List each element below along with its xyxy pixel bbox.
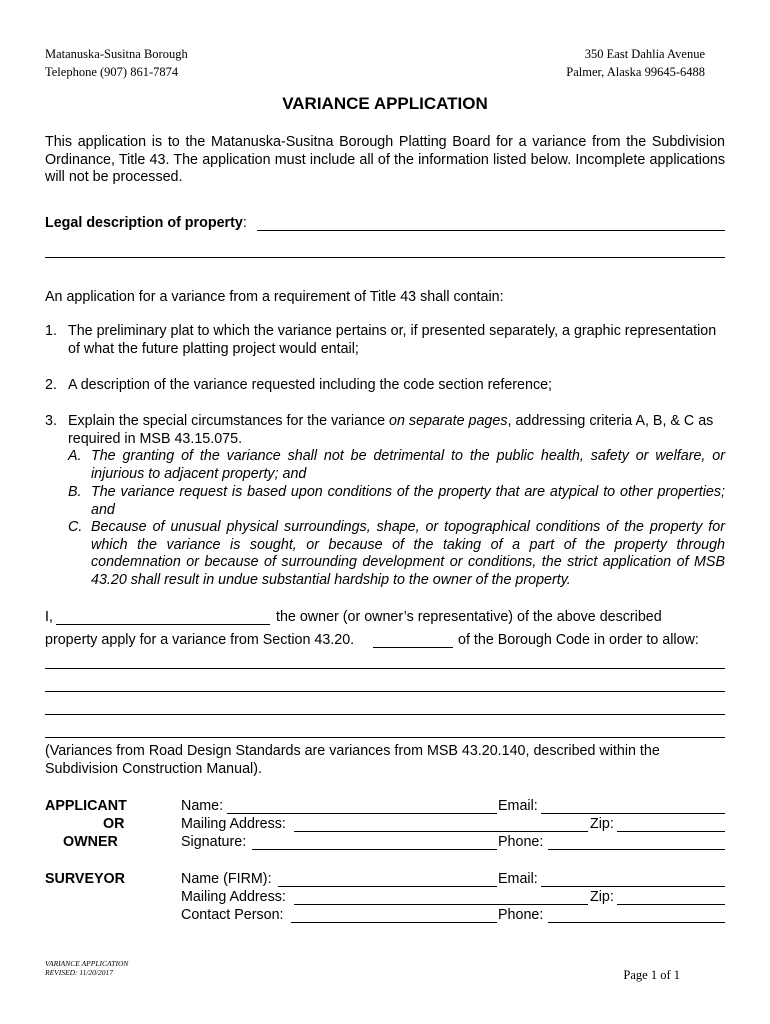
applicant-signature-label: Signature: (181, 834, 247, 850)
applicant-mailing-label: Mailing Address: (181, 816, 286, 832)
surveyor-phone-label: Phone: (498, 907, 544, 923)
contains-text: An application for a variance from a requirement of Title 43 shall contain: (45, 289, 504, 305)
criterion-b-text: The variance request is based upon conditions of the property that are atypical to other properties; and (91, 484, 725, 518)
applicant-phone-label: Phone: (498, 834, 544, 850)
applicant-zip-label: Zip: (590, 816, 614, 832)
item-2-number: 2. (45, 377, 57, 393)
criterion-b (68, 484, 725, 519)
surveyor-contact-field[interactable] (291, 922, 497, 923)
item-3-text: Explain the special circumstances for the variance on separate pages, addressing criteria A, B, & C as required in MSB 43.15.075. (68, 413, 714, 447)
item-1-text: The preliminary plat to which the variance pertains or, if presented separately, a graphic representation of what the future platting project would entail; (68, 323, 717, 357)
applicant-label: APPLICANT (45, 798, 127, 814)
footer-revised: REVISED: 11/20/2017 (45, 968, 113, 977)
page-title: VARIANCE APPLICATION (282, 94, 488, 113)
surveyor-name-label: Name (FIRM): (181, 871, 272, 887)
legal-description-label: Legal description of property: (45, 215, 247, 231)
owner-name-field[interactable] (56, 624, 270, 625)
surveyor-label: SURVEYOR (45, 871, 125, 887)
criterion-a-letter: A. (68, 448, 82, 464)
applicant-email-label: Email: (498, 798, 538, 814)
surveyor-name-field[interactable] (278, 886, 497, 887)
intro-paragraph: This application is to the Matanuska-Susitna Borough Platting Board for a variance from the Subdivision Ordinance, Title 43. The application must include all of the information listed below. Incomplete applications will not be processed. (45, 134, 725, 185)
legal-description-field-line2[interactable] (45, 257, 725, 258)
page-number: Page 1 of 1 (623, 968, 680, 982)
legal-description-field-line1[interactable] (257, 230, 725, 231)
item-3-number: 3. (45, 413, 57, 429)
criterion-c-text: Because of unusual physical surroundings, shape, or topographical conditions of the property for which the variance is sought, or because of the taking of a part of the property through condemnation or because of surrounding development or conditions, the strict application of MSB 43.20 shall result in undue substantial hardship to the owner of the property. (91, 519, 725, 588)
criterion-a (68, 448, 725, 483)
footer-form-info (45, 959, 128, 977)
statement-owner-text: the owner (or owner’s representative) of the above described (276, 609, 662, 625)
surveyor-mailing-label: Mailing Address: (181, 889, 286, 905)
surveyor-contact-label: Contact Person: (181, 907, 284, 923)
statement-line2-suffix: of the Borough Code in order to allow: (458, 632, 699, 648)
surveyor-zip-label: Zip: (590, 889, 614, 905)
item-1-number: 1. (45, 323, 57, 339)
address-line1: 350 East Dahlia Avenue (584, 47, 705, 61)
surveyor-phone-field[interactable] (548, 922, 725, 923)
allow-field-line1[interactable] (45, 668, 725, 669)
applicant-owner-label: OWNER (63, 834, 118, 850)
surveyor-email-field[interactable] (541, 886, 725, 887)
applicant-zip-field[interactable] (617, 831, 725, 832)
org-name: Matanuska-Susitna Borough (45, 47, 188, 61)
address-line2: Palmer, Alaska 99645-6488 (566, 65, 705, 79)
surveyor-mailing-field[interactable] (294, 904, 588, 905)
allow-field-line3[interactable] (45, 714, 725, 715)
applicant-phone-field[interactable] (548, 849, 725, 850)
allow-field-line4[interactable] (45, 737, 725, 738)
road-design-note: (Variances from Road Design Standards are variances from MSB 43.20.140, described within the Subdivision Construction Manual). (45, 743, 660, 777)
applicant-name-field[interactable] (227, 813, 497, 814)
item-2-text: A description of the variance requested including the code section reference; (68, 377, 553, 393)
allow-field-line2[interactable] (45, 691, 725, 692)
surveyor-zip-field[interactable] (617, 904, 725, 905)
telephone: Telephone (907) 861-7874 (45, 65, 179, 79)
criterion-a-text: The granting of the variance shall not be detrimental to the public health, safety or welfare, or injurious to adjacent property; and (91, 448, 725, 482)
applicant-name-label: Name: (181, 798, 224, 814)
criterion-c (68, 519, 725, 589)
criterion-b-letter: B. (68, 484, 82, 500)
footer-form-name: VARIANCE APPLICATION (45, 959, 129, 968)
section-number-field[interactable] (373, 647, 453, 648)
criterion-c-letter: C. (68, 519, 83, 535)
letterhead-right (566, 45, 705, 81)
letterhead-left (45, 45, 188, 81)
applicant-signature-field[interactable] (252, 849, 497, 850)
applicant-or-label: OR (103, 816, 125, 832)
statement-prefix: I, (45, 609, 53, 625)
applicant-mailing-field[interactable] (294, 831, 588, 832)
applicant-email-field[interactable] (541, 813, 725, 814)
statement-line2-prefix: property apply for a variance from Section 43.20. (45, 632, 355, 648)
surveyor-email-label: Email: (498, 871, 538, 887)
